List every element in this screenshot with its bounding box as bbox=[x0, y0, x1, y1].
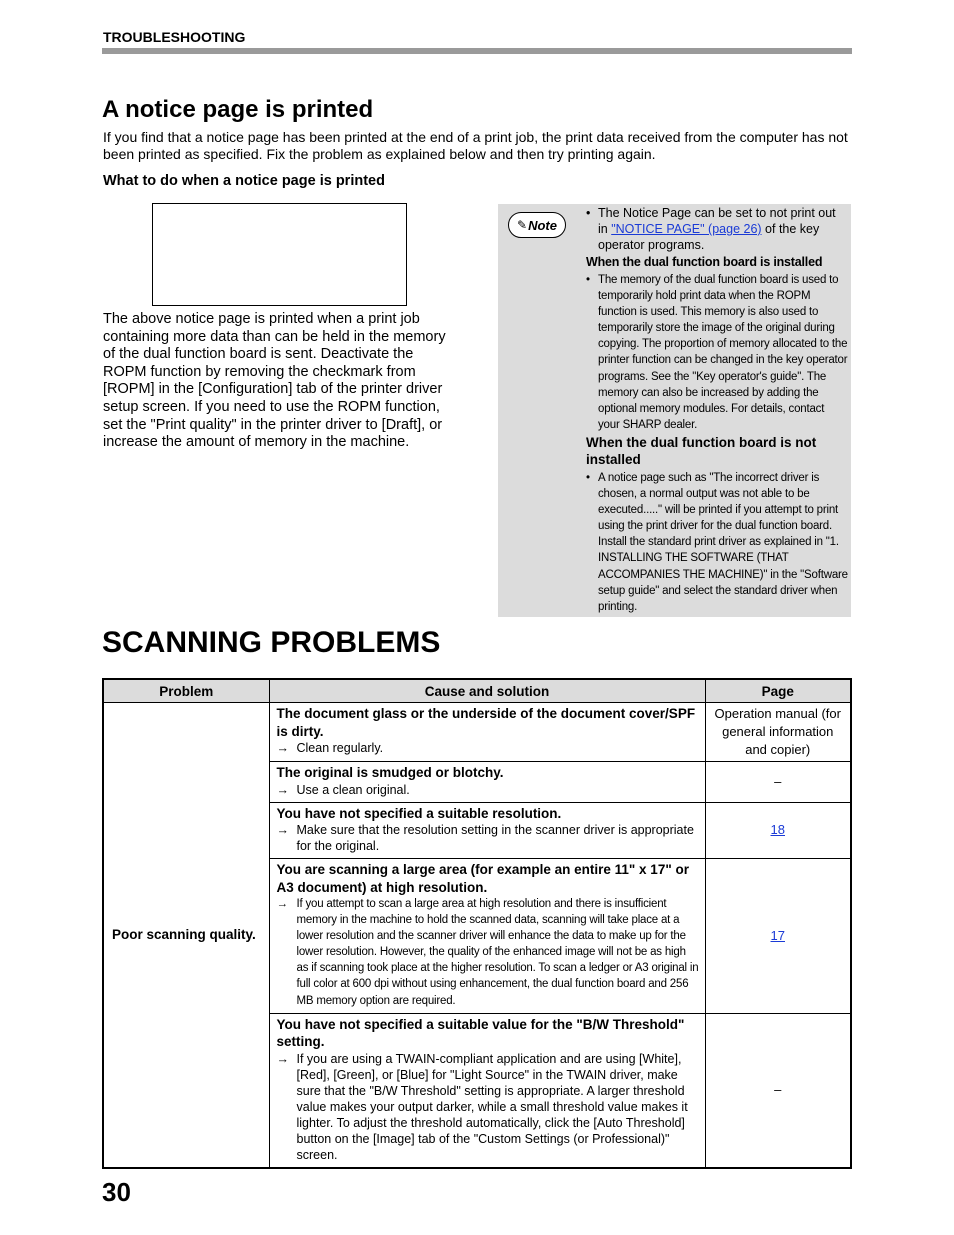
note-content bbox=[586, 205, 848, 615]
cause-title: You have not specified a suitable resolution. bbox=[276, 805, 562, 821]
notice-body: The above notice page is printed when a print job containing more data than can be held in the memory of the dual function board is sent. Deactivate the ROPM function by removing the checkmark from [ROPM] in the [Configuration] tab of the printer driver setup screen. If you need to use the ROPM function, set the "Print quality" in the printer driver to [Draft], or increase the amount of memory in the machine. bbox=[103, 311, 446, 451]
notice-page-illustration bbox=[152, 203, 407, 306]
note-subheading-not-installed: When the dual function board is not installed bbox=[586, 434, 817, 468]
note-bullet-text: of the key operator programs. bbox=[598, 222, 820, 252]
note-badge bbox=[508, 212, 566, 238]
solution bbox=[277, 782, 699, 798]
solution-text: Use a clean original. bbox=[296, 782, 410, 797]
notice-page-link[interactable]: "NOTICE PAGE" (page 26) bbox=[611, 222, 762, 236]
solution bbox=[277, 1051, 699, 1163]
cause-title: You are scanning a large area (for example an entire 11" x 17" or A3 document) at high resolution. bbox=[276, 862, 689, 895]
pencil-icon: ✎ bbox=[517, 218, 528, 232]
problem-cell: Poor scanning quality. bbox=[103, 703, 269, 1168]
page-link[interactable]: 17 bbox=[770, 927, 785, 943]
scanning-problems-table bbox=[102, 678, 852, 1169]
note-bullet: • The memory of the dual function board is used to temporarily hold print data when the ROPM function is used. This memory is also used to temporarily store the image of the original during copying. The proportion of memory allocated to the printer function can be changed in the key operator programs. See the "Key operator's guide". The memory can also be increased by adding the optional memory modules. For details, contact your SHARP dealer. bbox=[586, 272, 848, 433]
solution bbox=[277, 896, 699, 1009]
page-number: 30 bbox=[102, 1177, 131, 1207]
cause-title: The document glass or the underside of the document cover/SPF is dirty. bbox=[276, 706, 696, 739]
page-link[interactable]: 18 bbox=[770, 822, 785, 838]
page-cell: – bbox=[705, 1013, 851, 1168]
solution bbox=[277, 822, 699, 854]
cause-cell bbox=[269, 859, 705, 1014]
page-cell bbox=[705, 859, 851, 1014]
note-bullet bbox=[586, 205, 848, 253]
cause-cell bbox=[269, 1013, 705, 1168]
column-header-cause: Cause and solution bbox=[269, 679, 705, 703]
table-row bbox=[103, 703, 851, 762]
scanning-problems-heading: SCANNING PROBLEMS bbox=[102, 626, 441, 659]
notice-intro: If you find that a notice page has been printed at the end of a print job, the print data received from the computer has not been printed as specified. Fix the problem as explained below and then try printing again. bbox=[103, 129, 848, 162]
note-bullet: • A notice page such as "The incorrect driver is chosen, a normal output was not able to be executed....." will be printed if you attempt to print using the print driver for the dual function board. Install the standard print driver as explained in "1. INSTALLING THE SOFTWARE (THAT ACCOMPANIES THE MACHINE)" in the "Software setup guide" and select the standard driver when printing. bbox=[586, 470, 848, 615]
column-header-problem: Problem bbox=[103, 679, 269, 703]
column-header-page: Page bbox=[705, 679, 851, 703]
cause-title: The original is smudged or blotchy. bbox=[276, 765, 504, 780]
section-header: TROUBLESHOOTING bbox=[103, 29, 246, 45]
arrow-icon: → bbox=[276, 823, 289, 837]
note-bullet-text: The Notice Page can be set to not print out in bbox=[598, 206, 836, 236]
note-subheading-installed: When the dual function board is installed bbox=[586, 255, 823, 269]
arrow-icon: → bbox=[276, 741, 289, 755]
cause-cell bbox=[269, 703, 705, 762]
page-cell: Operation manual (for general information and copier) bbox=[705, 703, 851, 762]
cause-cell bbox=[269, 802, 705, 859]
table-header-row bbox=[103, 679, 851, 703]
header-rule bbox=[102, 48, 852, 54]
solution-text: If you attempt to scan a large area at high resolution and there is insufficient memory in the machine to hold the scanned data, scanning will take place at a lower resolution and the scanner driver will enhance the data to make up for the lower resolution. However, the quality of the enhanced image will not be as high as if scanning took place at the higher resolution. To scan a ledger or A3 original in full color at 600 dpi without using enhancement, the dual function board and 256 MB memory option are required. bbox=[296, 898, 699, 1007]
page-cell bbox=[705, 802, 851, 859]
solution bbox=[277, 740, 699, 756]
solution-text: Clean regularly. bbox=[296, 741, 384, 755]
solution-text: Make sure that the resolution setting in the scanner driver is appropriate for the original. bbox=[296, 823, 694, 853]
notice-heading: A notice page is printed bbox=[102, 96, 374, 123]
cause-cell bbox=[269, 762, 705, 803]
cause-title: You have not specified a suitable value for the "B/W Threshold" setting. bbox=[276, 1016, 685, 1050]
arrow-icon: → bbox=[276, 782, 289, 797]
arrow-icon: → bbox=[276, 1051, 289, 1066]
notice-subheading: What to do when a notice page is printed bbox=[103, 173, 385, 189]
solution-text: If you are using a TWAIN-compliant application and are using [White], [Red], [Green], or [Blue] for "Light Source" in the TWAIN driver, make sure that the "B/W Threshold" setting is appropriate. A larger threshold value makes your output darker, while a small threshold value makes it lighter. To adjust the threshold automatically, click the [Auto Threshold] button on the [Image] tab of the "Custom Settings (or Professional)" screen. bbox=[296, 1051, 688, 1162]
arrow-icon: → bbox=[276, 898, 288, 910]
page-cell: – bbox=[705, 762, 851, 803]
note-badge-label: Note bbox=[528, 217, 557, 233]
